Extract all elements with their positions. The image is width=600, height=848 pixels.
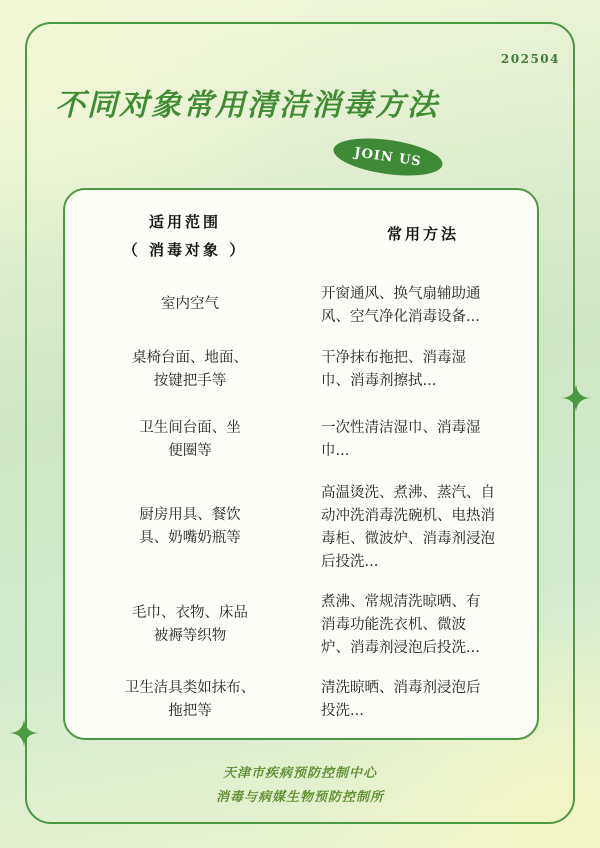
row-2-method — [321, 347, 501, 393]
header-scope-line1: 适用范围 — [148, 213, 221, 231]
row-4-method-line4: 后投洗... — [321, 554, 379, 570]
row-4-method — [321, 482, 501, 574]
row-6-target-line1: 卫生洁具类如抹布、 — [124, 680, 256, 696]
row-5-method-line2: 消毒功能洗衣机、微波 — [321, 617, 466, 633]
row-2-method-line2: 巾、消毒剂擦拭... — [321, 373, 437, 389]
header-methods: 常用方法 — [386, 225, 459, 243]
row-3-method-line2: 巾... — [321, 443, 350, 459]
join-us-badge[interactable]: JOIN US — [331, 133, 445, 182]
row-2-method-line1: 干净抹布拖把、消毒湿 — [321, 350, 466, 366]
row-5-method — [321, 591, 501, 660]
row-3-target — [115, 417, 265, 463]
row-6-method-line2: 投洗... — [321, 703, 364, 719]
row-6-target — [115, 677, 265, 723]
row-5-method-line1: 煮沸、常规清洗晾晒、有 — [321, 594, 481, 610]
row-2-target — [115, 347, 265, 393]
row-4-target — [115, 504, 265, 550]
row-4-method-line1: 高温烫洗、煮沸、蒸汽、自 — [321, 485, 495, 501]
row-1-method-line2: 风、空气净化消毒设备... — [321, 309, 480, 325]
row-5-target-line1: 毛巾、衣物、床品 — [132, 605, 248, 621]
row-2-target-line2: 按键把手等 — [153, 373, 227, 389]
sparkle-icon-right — [562, 384, 590, 412]
page-title: 不同对象常用清洁消毒方法 — [55, 88, 439, 123]
row-1-target-line1: 室内空气 — [161, 296, 219, 312]
row-5-target — [115, 602, 265, 648]
row-2-target-line1: 桌椅台面、地面、 — [132, 350, 248, 366]
header-scope — [65, 208, 305, 264]
row-4-method-line3: 毒柜、微波炉、消毒剂浸泡 — [321, 531, 495, 547]
row-3-method — [321, 417, 501, 463]
row-3-target-line2: 便圈等 — [168, 443, 212, 459]
row-1-target — [115, 293, 265, 316]
row-5-method-line3: 炉、消毒剂浸泡后投洗... — [321, 640, 480, 656]
header-scope-line2: （ 消毒对象 ） — [122, 241, 248, 259]
row-1-method-line1: 开窗通风、换气扇辅助通 — [321, 286, 481, 302]
row-3-method-line1: 一次性清洁湿巾、消毒湿 — [321, 420, 481, 436]
row-1-method — [321, 283, 501, 329]
row-4-target-line1: 厨房用具、餐饮 — [139, 507, 241, 523]
row-3-target-line1: 卫生间台面、坐 — [139, 420, 241, 436]
row-4-target-line2: 具、奶嘴奶瓶等 — [139, 530, 241, 546]
footer-org-line1: 天津市疾病预防控制中心 — [222, 766, 377, 781]
methods-table — [63, 188, 539, 740]
row-6-target-line2: 拖把等 — [168, 703, 212, 719]
row-6-method-line1: 清洗晾晒、消毒剂浸泡后 — [321, 680, 481, 696]
row-4-method-line2: 动冲洗消毒洗碗机、电热消 — [321, 508, 495, 524]
row-5-target-line2: 被褥等织物 — [153, 628, 227, 644]
year-label: 202504 — [500, 52, 560, 66]
sparkle-icon-left — [10, 719, 38, 747]
row-6-method — [321, 677, 501, 723]
footer-org-line2: 消毒与病媒生物预防控制所 — [215, 790, 384, 805]
